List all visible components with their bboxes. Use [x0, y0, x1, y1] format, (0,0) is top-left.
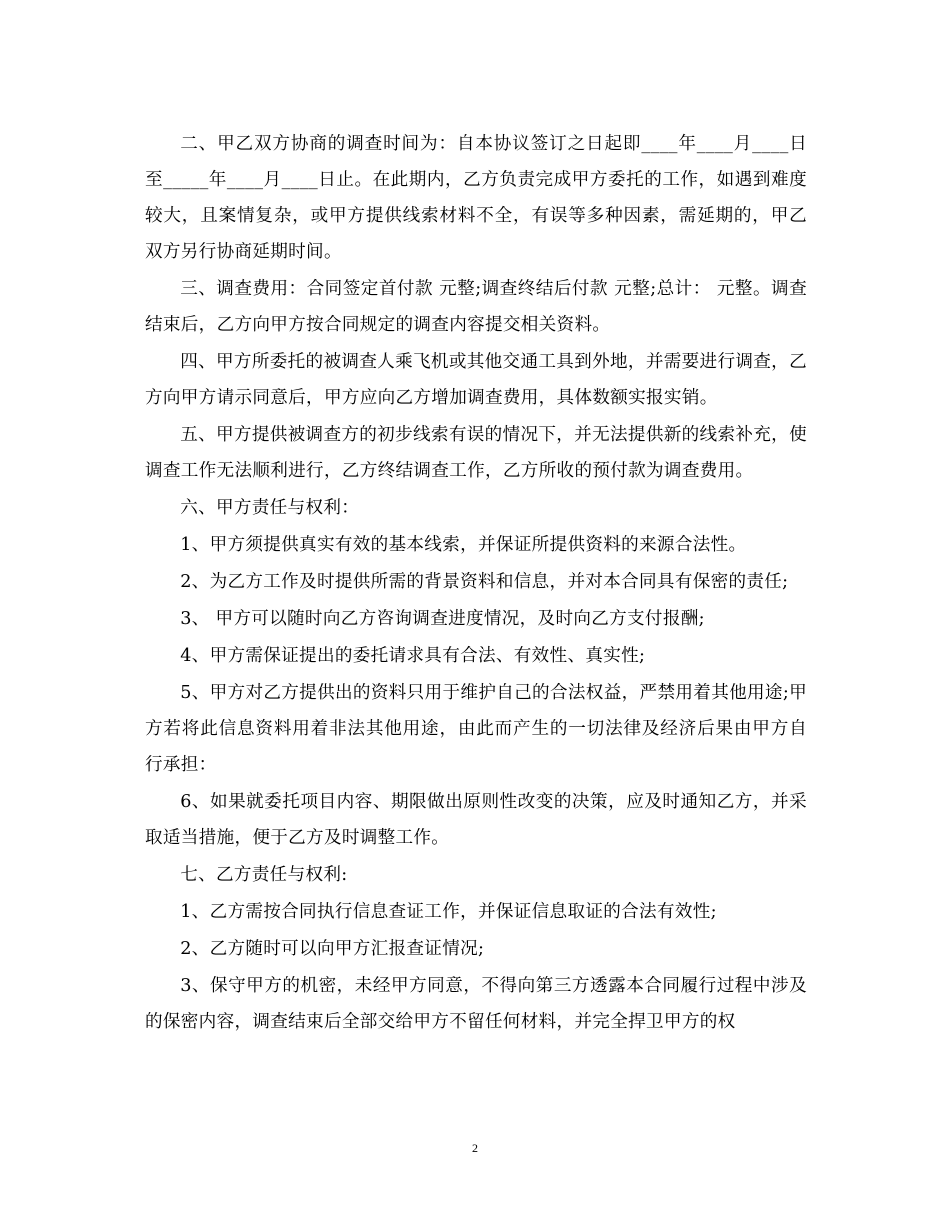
page-number: 2: [472, 1141, 478, 1155]
party-b-item-1: 1、乙方需按合同执行信息查证工作，并保证信息取证的合法有效性;: [180, 902, 717, 922]
paragraph-incorrect-clues: 五、甲方提供被调查方的初步线索有误的情况下，并无法提供新的线索补充，使调查工作无法顺利进行，乙方终结调查工作，乙方所收的预付款为调查费用。: [145, 425, 807, 481]
paragraph-investigation-fees: 三、调查费用：合同签定首付款 元整;调查终结后付款 元整;总计： 元整。调查结束后，乙方向甲方按合同规定的调查内容提交相关资料。: [145, 279, 807, 335]
party-a-item-2: 2、为乙方工作及时提供所需的背景资料和信息，并对本合同具有保密的责任;: [180, 572, 789, 592]
party-a-item-1: 1、甲方须提供真实有效的基本线索，并保证所提供资料的来源合法性。: [180, 535, 747, 555]
heading-party-b-responsibilities: 七、乙方责任与权利:: [180, 865, 348, 885]
paragraph-investigation-period: 二、甲乙双方协商的调查时间为：自本协议签订之日起即____年____月____日至_____年____月____日止。在此期内，乙方负责完成甲方委托的工作，如遇到难度较大，且案情复杂，或甲方提供线索材料不全，有误等多种因素，需延期的，甲乙双方另行协商延期时间。: [145, 134, 807, 262]
party-a-item-4: 4、甲方需保证提出的委托请求具有合法、有效性、真实性;: [180, 646, 646, 666]
party-b-item-3: 3、保守甲方的机密，未经甲方同意，不得向第三方透露本合同履行过程中涉及的保密内容，调查结束后全部交给甲方不留任何材料，并完全捍卫甲方的权: [145, 976, 807, 1032]
party-a-item-3: 3、 甲方可以随时向乙方咨询调查进度情况，及时向乙方支付报酬;: [180, 609, 705, 629]
party-a-item-5: 5、甲方对乙方提供出的资料只用于维护自己的合法权益，严禁用着其他用途;甲方若将此信息资料用着非法其他用途，由此而产生的一切法律及经济后果由甲方自行承担：: [145, 683, 807, 775]
party-a-item-6: 6、如果就委托项目内容、期限做出原则性改变的决策，应及时通知乙方，并采取适当措施，便于乙方及时调整工作。: [145, 792, 807, 848]
document-body: [145, 126, 807, 1041]
paragraph-travel-expenses: 四、甲方所委托的被调查人乘飞机或其他交通工具到外地，并需要进行调查，乙方向甲方请示同意后，甲方应向乙方增加调查费用，具体数额实报实销。: [145, 352, 807, 408]
heading-party-a-responsibilities: 六、甲方责任与权利：: [180, 498, 360, 518]
party-b-item-2: 2、乙方随时可以向甲方汇报查证情况;: [180, 939, 485, 959]
